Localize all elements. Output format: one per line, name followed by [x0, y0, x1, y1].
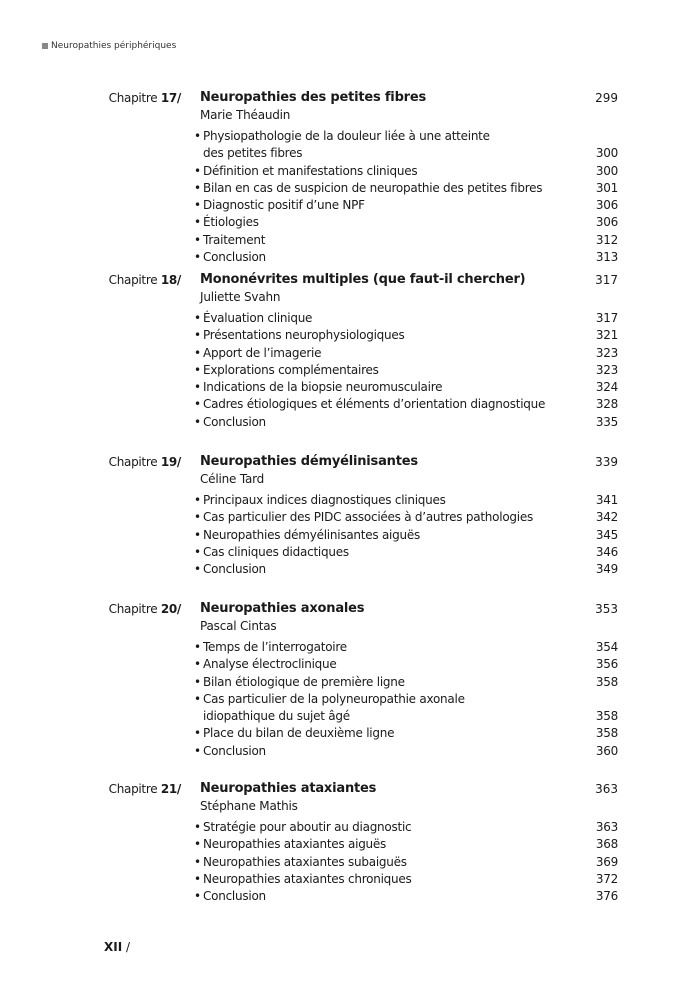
section-page: 358	[595, 726, 618, 741]
section-page: 376	[595, 889, 618, 904]
chapter-word: Chapitre	[108, 782, 158, 796]
section-item[interactable]	[194, 180, 618, 197]
section-title: • Neuropathies ataxiantes subaiguës	[194, 854, 618, 871]
section-page: 354	[595, 640, 618, 654]
running-head	[42, 41, 176, 51]
section-item[interactable]	[194, 544, 618, 561]
section-item[interactable]	[194, 163, 618, 180]
section-item[interactable]	[194, 888, 618, 905]
section-title: • Évaluation clinique	[194, 310, 618, 327]
chapter-label	[109, 782, 181, 796]
section-title: • Neuropathies ataxiantes chroniques	[194, 871, 618, 888]
chapter-number: 20/	[160, 602, 181, 616]
section-page: 328	[595, 397, 618, 412]
section-page: 301	[595, 180, 618, 195]
chapter-page: 353	[595, 602, 618, 616]
chapter-page: 299	[595, 91, 618, 105]
section-item[interactable]	[194, 492, 618, 509]
section-title: • Temps de l’interrogatoire	[194, 639, 618, 656]
chapter-word: Chapitre	[108, 91, 158, 105]
section-page: 342	[595, 510, 618, 525]
section-title: • Définition et manifestations cliniques	[194, 163, 618, 180]
section-title: • Cadres étiologiques et éléments d’orientation diagnostique	[194, 396, 618, 413]
section-title: • Neuropathies ataxiantes aiguës	[194, 836, 618, 853]
section-item[interactable]	[194, 249, 618, 266]
chapter-word: Chapitre	[108, 602, 158, 616]
section-title: • Conclusion	[194, 561, 618, 578]
section-item[interactable]	[194, 743, 618, 760]
section-item[interactable]	[194, 128, 618, 163]
section-page: 345	[595, 527, 618, 542]
section-page: 317	[595, 311, 618, 325]
section-page: 360	[595, 743, 618, 758]
section-title: • Physiopathologie de la douleur liée à une atteinte des petites fibres	[194, 128, 618, 163]
section-page: 323	[595, 362, 618, 377]
chapter-author: Marie Théaudin	[200, 108, 291, 122]
chapter-label	[109, 273, 181, 287]
section-page: 321	[595, 328, 618, 343]
section-item[interactable]	[194, 561, 618, 578]
section-list	[194, 639, 618, 760]
folio-number: XII	[104, 940, 123, 954]
section-title: • Explorations complémentaires	[194, 362, 618, 379]
section-page: 346	[595, 544, 618, 559]
section-list	[194, 819, 618, 905]
folio-separator: /	[126, 940, 131, 954]
section-title: • Analyse électroclinique	[194, 656, 618, 673]
section-item[interactable]	[194, 674, 618, 691]
section-page: 312	[595, 232, 618, 247]
section-title: • Bilan en cas de suspicion de neuropathie des petites fibres	[194, 180, 618, 197]
section-item[interactable]	[194, 527, 618, 544]
section-list	[194, 310, 618, 431]
section-title: • Principaux indices diagnostiques cliniques	[194, 492, 618, 509]
chapter-page: 317	[595, 273, 618, 287]
chapter-label	[109, 602, 181, 616]
section-page: 306	[595, 198, 618, 213]
section-page: 306	[595, 215, 618, 230]
section-title: • Cas cliniques didactiques	[194, 544, 618, 561]
section-item[interactable]	[194, 214, 618, 231]
chapter-author: Juliette Svahn	[200, 290, 281, 304]
chapter-number: 18/	[160, 273, 181, 287]
section-title: • Conclusion	[194, 888, 618, 905]
section-page: 358	[595, 674, 618, 689]
section-title: • Place du bilan de deuxième ligne	[194, 725, 618, 742]
section-page: 369	[595, 854, 618, 869]
section-title: • Stratégie pour aboutir au diagnostic	[194, 819, 618, 836]
section-title: • Cas particulier de la polyneuropathie axonale idiopathique du sujet âgé	[194, 691, 618, 726]
chapter-title[interactable]: Neuropathies démyélinisantes	[200, 454, 418, 469]
section-list	[194, 492, 618, 578]
square-bullet-icon	[42, 43, 48, 49]
section-page: 323	[595, 345, 618, 360]
section-title: • Neuropathies démyélinisantes aiguës	[194, 527, 618, 544]
chapter-number: 19/	[160, 455, 181, 469]
section-item[interactable]	[194, 362, 618, 379]
section-title: • Conclusion	[194, 249, 618, 266]
chapter-title[interactable]: Neuropathies des petites fibres	[200, 90, 427, 105]
section-item[interactable]	[194, 691, 618, 726]
section-page: 372	[595, 871, 618, 886]
chapter-number: 21/	[160, 782, 181, 796]
section-item[interactable]	[194, 232, 618, 249]
section-item[interactable]	[194, 639, 618, 656]
section-item[interactable]	[194, 414, 618, 431]
section-page: 341	[595, 493, 618, 507]
section-page: 356	[595, 657, 618, 672]
section-title: • Bilan étiologique de première ligne	[194, 674, 618, 691]
chapter-author: Stéphane Mathis	[200, 799, 298, 813]
section-page: 313	[595, 250, 618, 265]
section-page: 363	[595, 820, 618, 834]
section-item[interactable]	[194, 725, 618, 742]
section-title: • Présentations neurophysiologiques	[194, 327, 618, 344]
section-item[interactable]	[194, 836, 618, 853]
chapter-label	[109, 91, 181, 105]
chapter-label	[109, 455, 181, 469]
section-item[interactable]	[194, 509, 618, 526]
section-item[interactable]	[194, 327, 618, 344]
section-item[interactable]	[194, 819, 618, 836]
chapter-number: 17/	[160, 91, 181, 105]
chapter-title[interactable]: Neuropathies axonales	[200, 601, 365, 616]
section-page: 300	[595, 146, 618, 161]
section-title: • Cas particulier des PIDC associées à d’autres pathologies	[194, 509, 618, 526]
section-item[interactable]	[194, 310, 618, 327]
page-folio	[104, 940, 130, 954]
section-item[interactable]	[194, 396, 618, 413]
chapter-author: Pascal Cintas	[200, 619, 277, 633]
section-title: • Conclusion	[194, 743, 618, 760]
chapter-word: Chapitre	[108, 455, 158, 469]
section-page: 358	[595, 709, 618, 724]
section-title: • Conclusion	[194, 414, 618, 431]
section-item[interactable]	[194, 345, 618, 362]
section-title: • Indications de la biopsie neuromusculaire	[194, 379, 618, 396]
chapter-page: 339	[595, 455, 618, 469]
section-page: 368	[595, 837, 618, 852]
section-title: • Diagnostic positif d’une NPF	[194, 197, 618, 214]
chapter-title[interactable]: Neuropathies ataxiantes	[200, 781, 377, 796]
chapter-page: 363	[595, 782, 618, 796]
section-item[interactable]	[194, 656, 618, 673]
section-page: 324	[595, 380, 618, 395]
section-item[interactable]	[194, 197, 618, 214]
section-title: • Apport de l’imagerie	[194, 345, 618, 362]
section-page: 349	[595, 562, 618, 577]
section-title: • Étiologies	[194, 214, 618, 231]
section-page: 300	[595, 163, 618, 178]
section-list	[194, 128, 618, 266]
chapter-title[interactable]: Mononévrites multiples (que faut-il chercher)	[200, 272, 526, 287]
running-head-text: Neuropathies périphériques	[51, 41, 177, 51]
chapter-word: Chapitre	[108, 273, 158, 287]
section-item[interactable]	[194, 871, 618, 888]
section-title: • Traitement	[194, 232, 618, 249]
section-page: 335	[595, 414, 618, 429]
chapter-author: Céline Tard	[200, 472, 265, 486]
section-item[interactable]	[194, 854, 618, 871]
section-item[interactable]	[194, 379, 618, 396]
